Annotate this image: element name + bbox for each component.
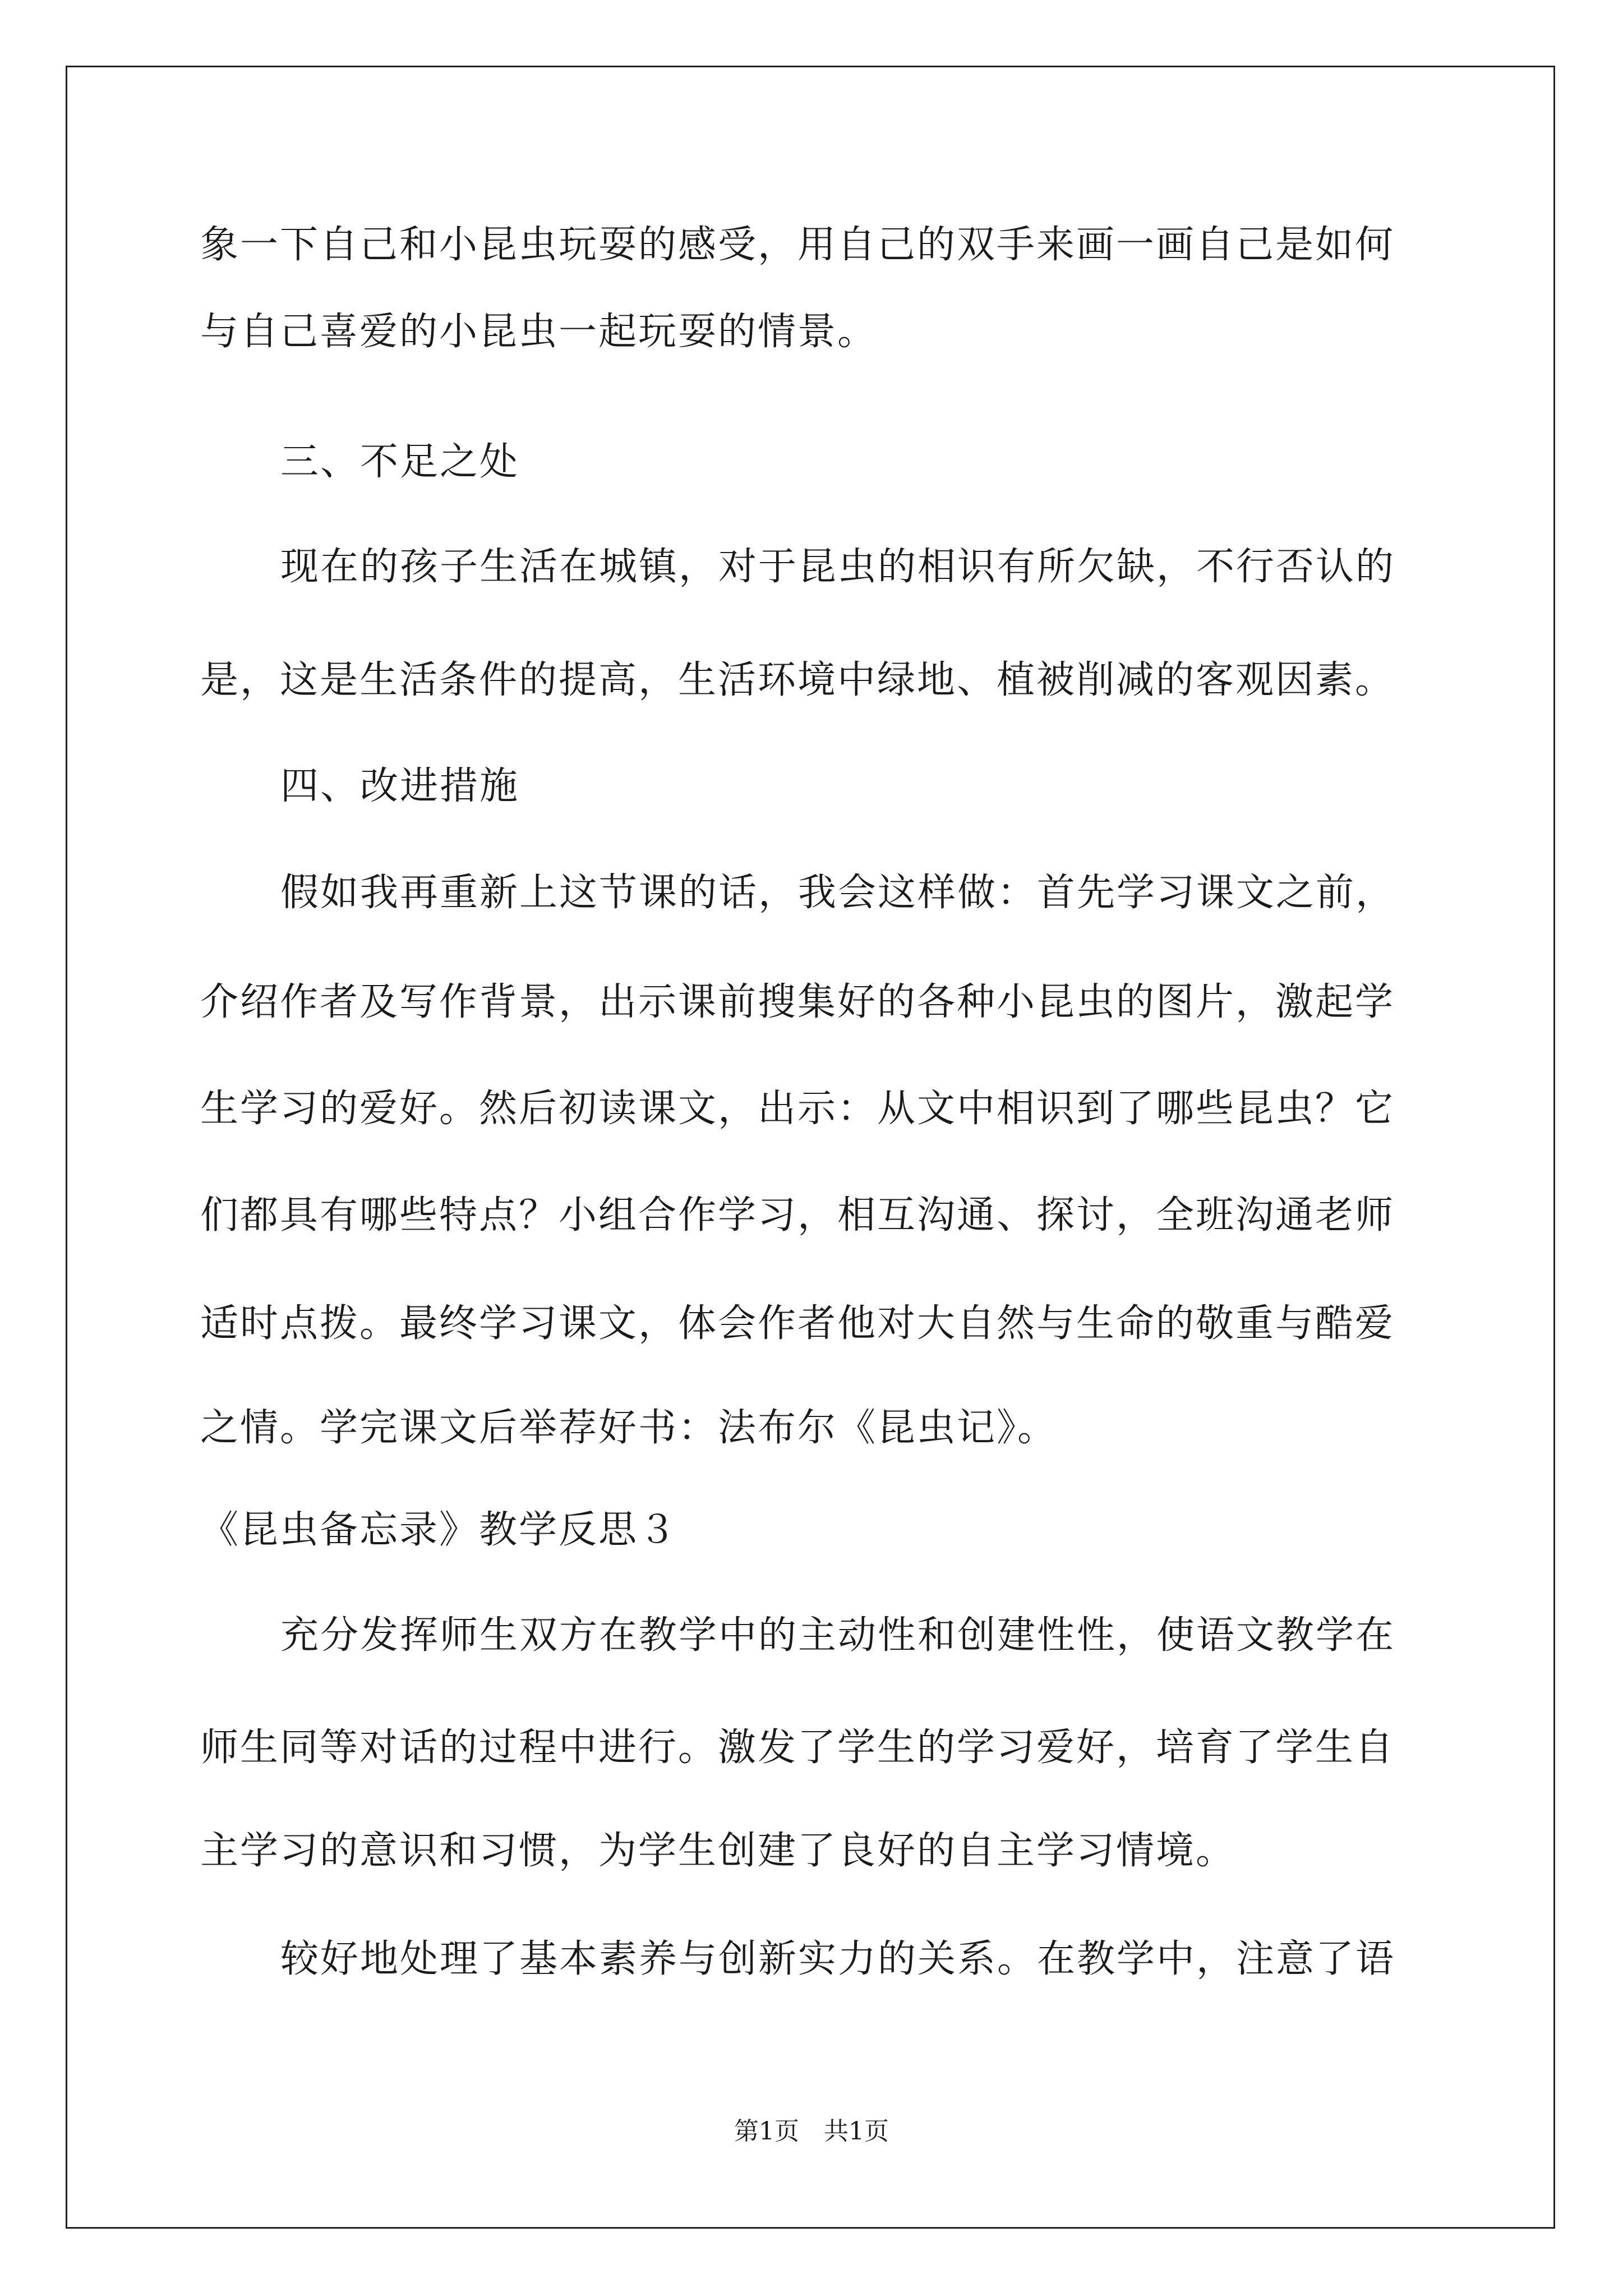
text-line: 假如我再重新上这节课的话，我会这样做：首先学习课文之前， — [280, 871, 1396, 915]
text-line: 之情。学完课文后举荐好书：法布尔《昆虫记》。 — [200, 1406, 1058, 1450]
text-line: 较好地处理了基本素养与创新实力的关系。在教学中，注意了语 — [280, 1937, 1396, 1981]
section-heading: 三、不足之处 — [280, 440, 520, 484]
section-heading: 四、改进措施 — [280, 764, 520, 808]
text-line: 主学习的意识和习惯，为学生创建了良好的自主学习情境。 — [200, 1829, 1236, 1873]
text-line: 介绍作者及写作背景，出示课前搜集好的各种小昆虫的图片，激起学 — [200, 980, 1395, 1024]
page-border — [66, 66, 1555, 2229]
text-line: 充分发挥师生双方在教学中的主动性和创建性性，使语文教学在 — [280, 1613, 1396, 1658]
page-number: 第1页 共1页 — [734, 2117, 889, 2146]
text-line: 生学习的爱好。然后初读课文，出示：从文中相识到了哪些昆虫？它 — [200, 1087, 1395, 1131]
text-line: 与自己喜爱的小昆虫一起玩耍的情景。 — [200, 310, 878, 354]
text-line: 是，这是生活条件的提高，生活环境中绿地、植被削减的客观因素。 — [200, 658, 1395, 702]
text-line: 适时点拨。最终学习课文，体会作者他对大自然与生命的敬重与酷爱 — [200, 1301, 1395, 1346]
text-line: 现在的孩子生活在城镇，对于昆虫的相识有所欠缺，不行否认的 — [280, 545, 1396, 589]
text-line: 师生同等对话的过程中进行。激发了学生的学习爱好，培育了学生自 — [200, 1726, 1395, 1770]
text-line: 象一下自己和小昆虫玩耍的感受，用自己的双手来画一画自己是如何 — [200, 223, 1395, 267]
article-title: 《昆虫备忘录》教学反思３ — [200, 1508, 679, 1552]
text-line: 们都具有哪些特点？小组合作学习，相互沟通、探讨，全班沟通老师 — [200, 1193, 1395, 1237]
